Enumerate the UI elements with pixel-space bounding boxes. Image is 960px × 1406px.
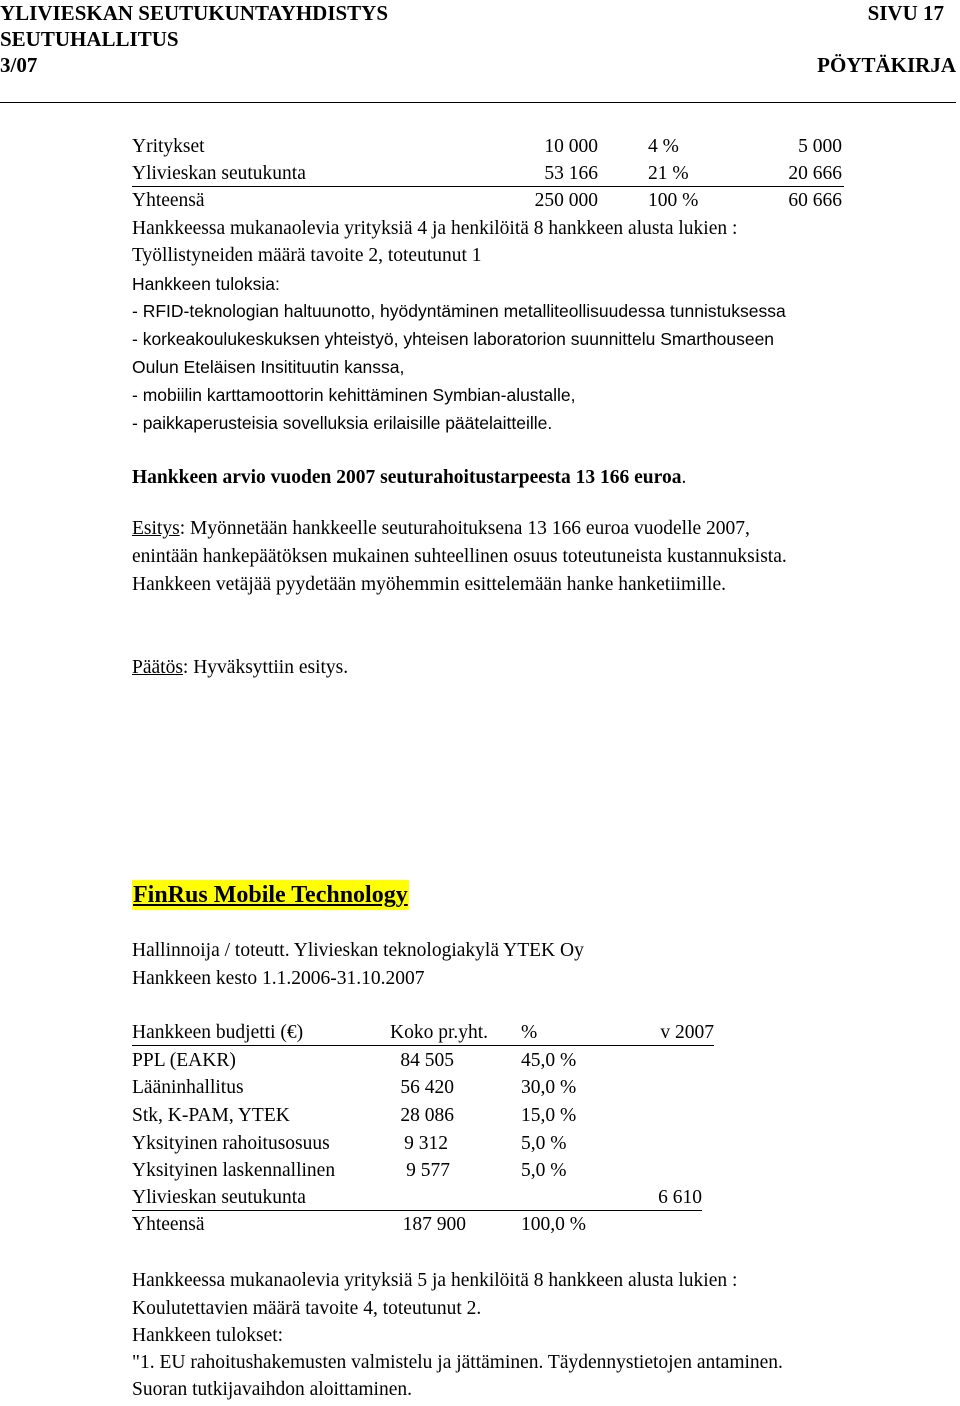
budget-header-2007: v 2007 — [660, 1022, 714, 1043]
row-2007: 20 666 — [788, 163, 842, 184]
row-percent: 30,0 % — [521, 1077, 577, 1098]
proposal-line: enintään hankepäätöksen mukainen suhteellinen osuus toteutuneista kustannuksista. — [132, 546, 787, 567]
row-percent: 45,0 % — [521, 1050, 577, 1071]
budget-header-label: Hankkeen budjetti (€) — [132, 1022, 304, 1043]
row-percent: 100,0 % — [521, 1214, 586, 1235]
page-number: SIVU 17 — [867, 1, 944, 25]
proposal-label: Esitys — [132, 518, 180, 539]
row-percent: 15,0 % — [521, 1105, 577, 1126]
row-total: 9 312 — [404, 1133, 448, 1154]
decision-text: : Hyväksyttiin esitys. — [182, 657, 349, 678]
funding-estimate-period: . — [681, 467, 687, 488]
row-percent: 21 % — [648, 163, 689, 184]
row-total: 84 505 — [400, 1050, 454, 1071]
employment-text: Työllistyneiden määrä tavoite 2, toteutunut 1 — [132, 245, 482, 266]
row-label: Yksityinen rahoitusosuus — [132, 1133, 330, 1154]
row-underline — [132, 186, 844, 187]
header-divider — [0, 102, 956, 103]
row-label: Yksityinen laskennallinen — [132, 1160, 336, 1181]
row-amount: 250 000 — [534, 190, 598, 211]
row-2007: 60 666 — [788, 190, 842, 211]
row-percent: 5,0 % — [521, 1160, 567, 1181]
result-item: Oulun Eteläisen Insitituutin kanssa, — [132, 357, 405, 377]
meeting-number: 3/07 — [0, 53, 38, 77]
result-item: - RFID-teknologian haltuunotto, hyödyntäminen metalliteollisuudessa tunnistuksessa — [132, 301, 786, 321]
row-label: Yhteensä — [132, 1214, 205, 1235]
result-item: - korkeakoulukeskuksen yhteistyö, yhteisen laboratorion suunnittelu Smarthouseen — [132, 329, 775, 349]
row-total: 28 086 — [400, 1105, 454, 1126]
results-heading: Hankkeen tulokset: — [132, 1325, 284, 1346]
decision-line — [132, 655, 348, 681]
row-label: PPL (EAKR) — [132, 1050, 236, 1071]
row-label: Ylivieskan seutukunta — [132, 1187, 306, 1208]
row-amount: 10 000 — [544, 136, 598, 157]
row-amount: 53 166 — [544, 163, 598, 184]
row-2007: 6 610 — [658, 1187, 702, 1208]
results-heading: Hankkeen tuloksia: — [132, 274, 280, 294]
row-percent: 5,0 % — [521, 1133, 567, 1154]
board-name: SEUTUHALLITUS — [0, 27, 179, 51]
result-item: - mobiilin karttamoottorin kehittäminen Symbian-alustalle, — [132, 385, 576, 405]
row-label: Ylivieskan seutukunta — [132, 163, 306, 184]
document-type: PÖYTÄKIRJA — [817, 53, 956, 77]
header-underline — [132, 1045, 714, 1046]
proposal-line — [132, 516, 750, 542]
row-total: 187 900 — [402, 1214, 466, 1235]
decision-label: Päätös — [132, 657, 183, 678]
funding-estimate — [132, 465, 686, 491]
budget-header-total: Koko pr.yht. — [390, 1022, 489, 1043]
row-percent: 4 % — [648, 136, 679, 157]
row-label: Yhteensä — [132, 190, 205, 211]
proposal-text: : Myönnetään hankkeelle seuturahoituksena 13 166 euroa vuodelle 2007, — [179, 518, 750, 539]
row-label: Yritykset — [132, 136, 205, 157]
result-item: Suoran tutkijavaihdon aloittaminen. — [132, 1379, 412, 1400]
result-item: "1. EU rahoitushakemusten valmistelu ja jättäminen. Täydennystietojen antaminen. — [132, 1352, 783, 1373]
result-item: - paikkaperusteisia sovelluksia erilaisille päätelaitteille. — [132, 413, 553, 433]
training-text: Koulutettavien määrä tavoite 4, toteutunut 2. — [132, 1298, 482, 1319]
row-label: Stk, K-PAM, YTEK — [132, 1105, 290, 1126]
administrator-text: Hallinnoija / toteutt. Ylivieskan teknologiakylä YTEK Oy — [132, 940, 584, 961]
row-underline — [132, 1210, 702, 1211]
row-label: Lääninhallitus — [132, 1077, 244, 1098]
row-2007: 5 000 — [798, 136, 842, 157]
participants-text: Hankkeessa mukanaolevia yrityksiä 5 ja henkilöitä 8 hankkeen alusta lukien : — [132, 1270, 738, 1291]
row-total: 9 577 — [406, 1160, 450, 1181]
proposal-line: Hankkeen vetäjää pyydetään myöhemmin esittelemään hanke hanketiimille. — [132, 574, 726, 595]
budget-header-percent: % — [521, 1022, 538, 1043]
participants-text: Hankkeessa mukanaolevia yrityksiä 4 ja henkilöitä 8 hankkeen alusta lukien : — [132, 218, 738, 239]
project-title: FinRus Mobile Technology — [133, 882, 408, 908]
row-total: 56 420 — [400, 1077, 454, 1098]
organization-name: YLIVIESKAN SEUTUKUNTAYHDISTYS — [0, 1, 389, 25]
duration-text: Hankkeen kesto 1.1.2006-31.10.2007 — [132, 968, 425, 989]
row-percent: 100 % — [648, 190, 699, 211]
funding-estimate-text: Hankkeen arvio vuoden 2007 seuturahoitustarpeesta 13 166 euroa — [132, 467, 682, 488]
